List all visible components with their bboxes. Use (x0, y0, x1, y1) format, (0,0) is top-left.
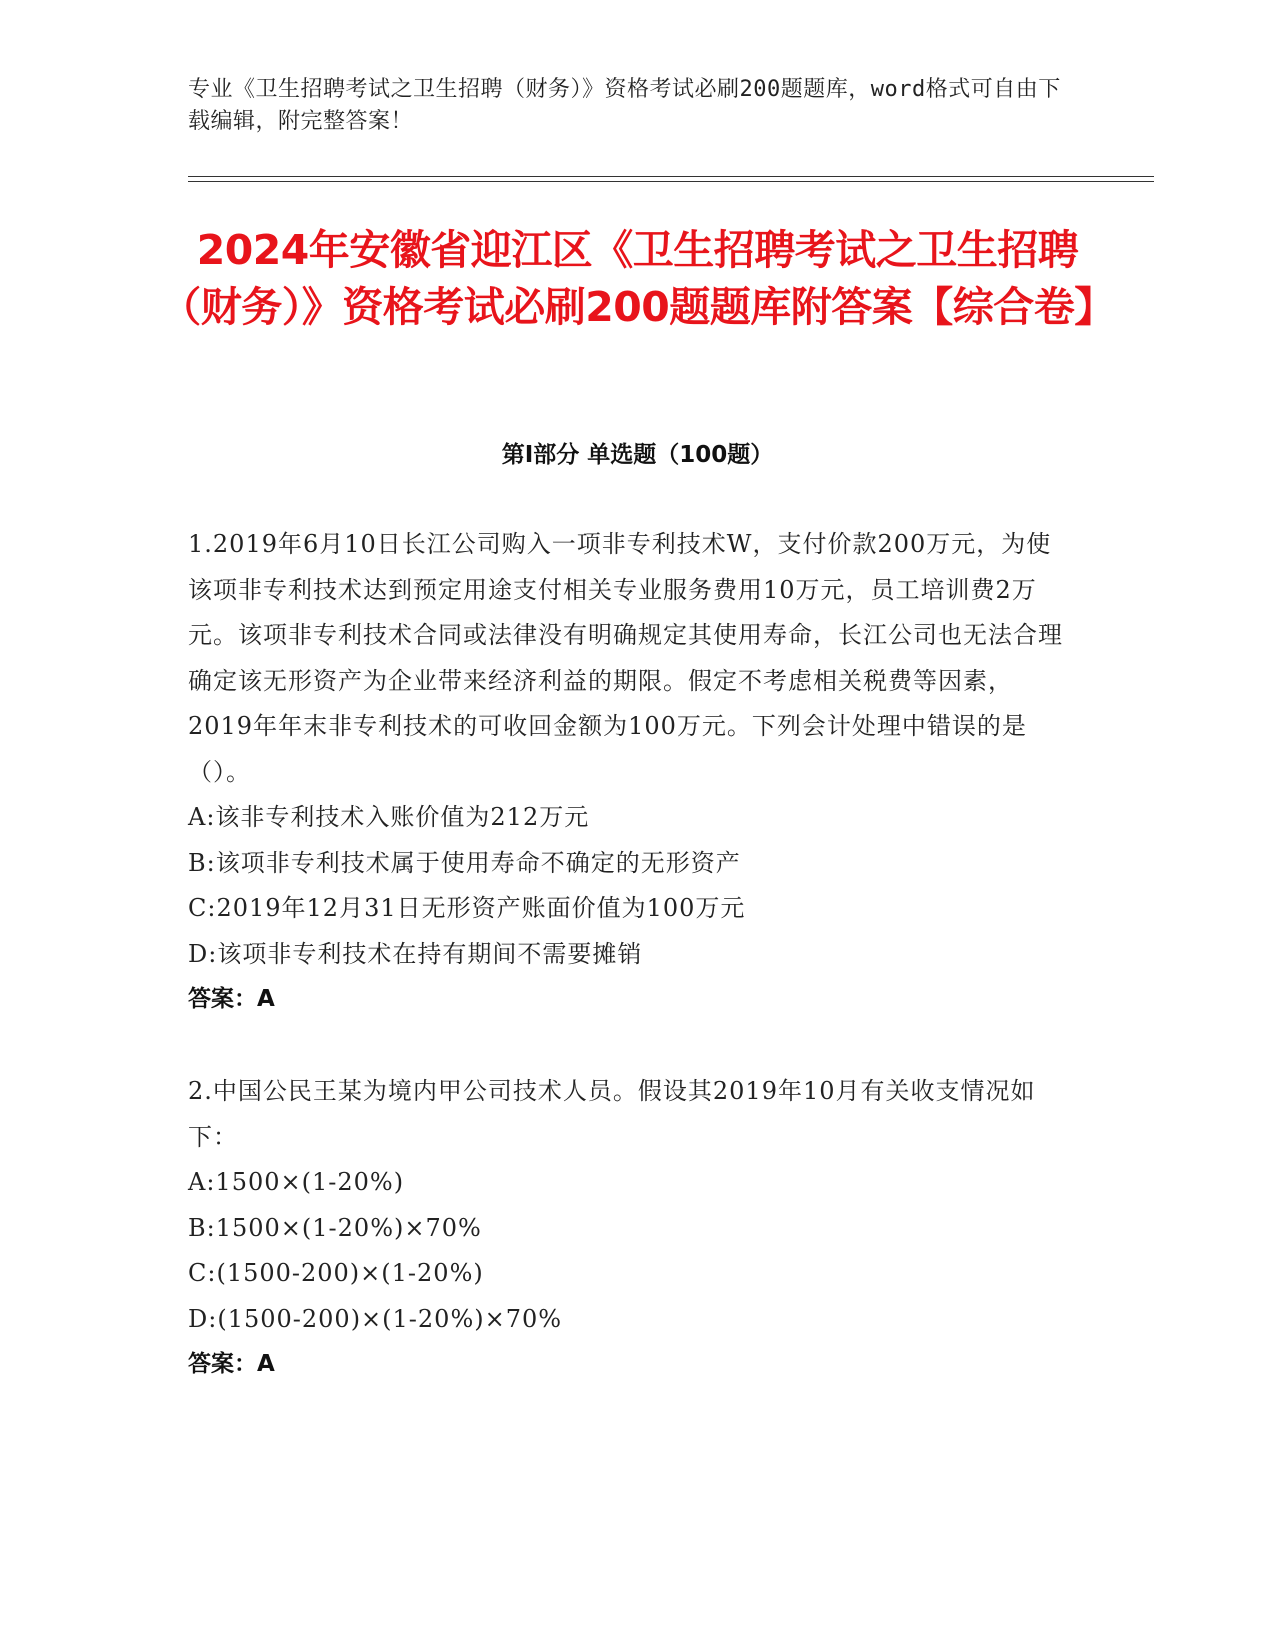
header-note: 专业《卫生招聘考试之卫生招聘（财务）》资格考试必刷200题题库，word格式可自由下载编辑，附完整答案！ (188, 77, 1061, 134)
option-c: C:2019年12月31日无形资产账面价值为100万元 (188, 894, 746, 922)
question-2 (188, 1069, 1068, 1387)
section-heading: 第I部分 单选题（100题） (501, 442, 774, 468)
question-stem: 1.2019年6月10日长江公司购入一项非专利技术W，支付价款200万元，为使该项非专利技术达到预定用途支付相关专业服务费用10万元，员工培训费2万元。该项非专利技术合同或法律没有明确规定其使用寿命，长江公司也无法合理确定该无形资产为企业带来经济利益的期限。假定不考虑相关税费等因素，2019年年末非专利技术的可收回金额为100万元。下列会计处理中错误的是（）。 (188, 530, 1063, 786)
option-a: A:该非专利技术入账价值为212万元 (188, 803, 590, 831)
option-d: D:(1500-200)×(1-20%)×70% (188, 1304, 563, 1333)
answer-label: 答案：A (188, 986, 275, 1012)
question-1 (188, 522, 1068, 1022)
header-divider-bottom (188, 181, 1154, 182)
header-divider-top (188, 176, 1154, 177)
option-a: A:1500×(1-20%) (188, 1168, 405, 1196)
answer-label: 答案：A (188, 1351, 275, 1377)
option-b: B:1500×(1-20%)×70% (188, 1213, 482, 1242)
option-d: D:该项非专利技术在持有期间不需要摊销 (188, 939, 643, 968)
option-b: B:该项非专利技术属于使用寿命不确定的无形资产 (188, 848, 741, 877)
question-stem: 2.中国公民王某为境内甲公司技术人员。假设其2019年10月有关收支情况如下： (188, 1077, 1036, 1151)
document-title: 2024年安徽省迎江区《卫生招聘考试之卫生招聘（财务）》资格考试必刷200题题库附答案【综合卷】 (160, 226, 1115, 331)
option-c: C:(1500-200)×(1-20%) (188, 1259, 484, 1287)
